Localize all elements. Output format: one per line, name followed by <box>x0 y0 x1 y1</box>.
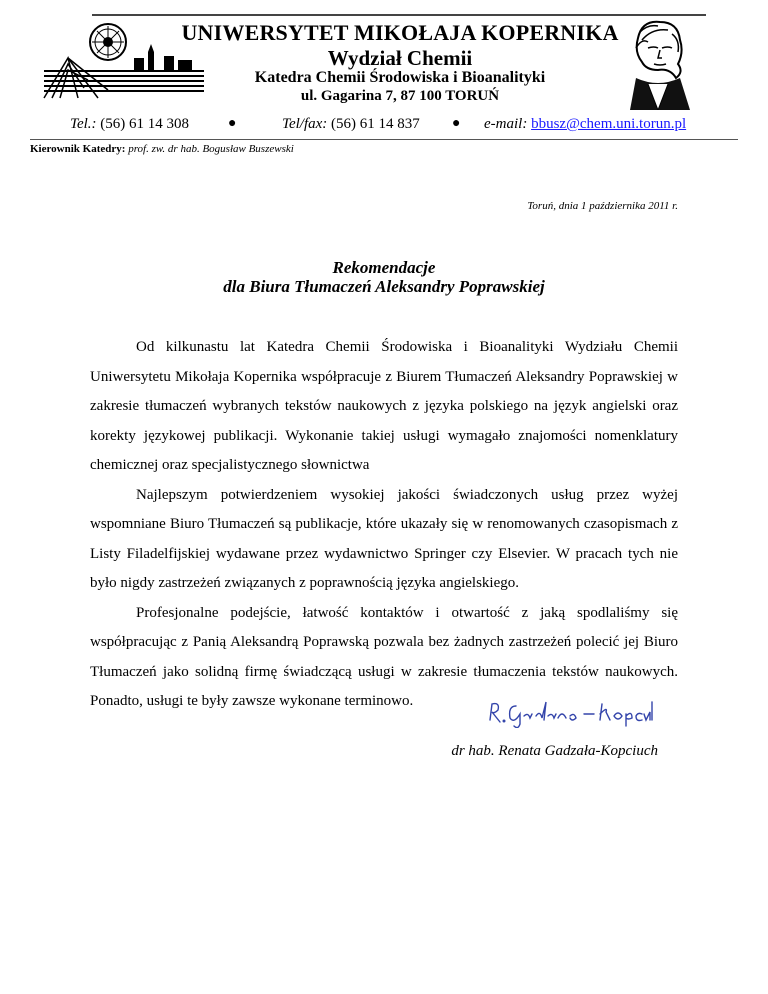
tel-value: (56) 61 14 308 <box>96 116 190 132</box>
letter-subtitle: dla Biura Tłumaczeń Aleksandry Poprawskiej <box>223 277 545 296</box>
email-label: e-mail: <box>484 116 528 132</box>
top-rule <box>92 14 706 16</box>
head-name: prof. zw. dr hab. Bogusław Buszewski <box>125 143 294 155</box>
university-name: UNIWERSYTET MIKOŁAJA KOPERNIKA <box>181 20 619 45</box>
letter-body <box>90 333 678 717</box>
signer-name: dr hab. Renata Gadzała-Kopciuch <box>451 743 658 759</box>
paragraph: Profesjonalne podejście, łatwość kontaktów i otwartość z jaką spodlaliśmy się współpracując z Panią Aleksandrą Poprawską pozwala bez żadnych zastrzeżeń polecić jej Biuro Tłumaczeń jako solidną firmę świadczącą usługi w zakresie tłumaczenia tekstów naukowych. Ponadto, usługi te były zawsze wykonane terminowo. <box>90 604 678 709</box>
department-name: Katedra Chemii Środowiska i Bioanalityki <box>254 69 546 86</box>
telfax-label: Tel/fax: <box>282 116 328 132</box>
department-head <box>30 143 294 155</box>
tel-label: Tel.: <box>70 116 97 132</box>
bullet-separator: ● <box>228 116 237 131</box>
telfax <box>282 116 420 133</box>
paragraph: Od kilkunastu lat Katedra Chemii Środowiska i Bioanalityki Wydziału Chemii Uniwersytetu Mikołaja Kopernika współpracuje z Biurem Tłumaczeń Aleksandry Poprawskiej w zakresie tłumaczeń wybranych tekstów naukowych z języka polskiego na język angielski oraz korekty językowej publikacji. Wykonanie takiej usługi wymagało znajomości nomenklatury chemicznej oraz specjalistycznego słownictwa <box>90 339 678 473</box>
email <box>484 116 686 133</box>
letter-date: Toruń, dnia 1 października 2011 r. <box>527 200 678 212</box>
letter-title: Rekomendacje <box>332 258 436 277</box>
bullet-separator: ● <box>452 116 461 131</box>
faculty-name: Wydział Chemii <box>327 46 473 70</box>
telfax-value: (56) 61 14 837 <box>327 116 420 132</box>
handwritten-signature-icon <box>486 696 656 728</box>
header-divider <box>30 139 738 140</box>
telephone <box>70 116 189 133</box>
address: ul. Gagarina 7, 87 100 TORUŃ <box>300 88 500 104</box>
paragraph: Najlepszym potwierdzeniem wysokiej jakości świadczonych usług przez wyżej wspomniane Biuro Tłumaczeń są publikacje, które ukazały się w renomowanych czasopismach z Listy Filadelfijskiej wydawane przez wydawnictwo Springer czy Elsevier. W pracach tych nie było nigdy zastrzeżeń związanych z poprawnością języka angielskiego. <box>90 486 678 591</box>
email-link[interactable]: bbusz@chem.uni.torun.pl <box>531 116 687 132</box>
head-label: Kierownik Katedry: <box>30 143 126 155</box>
